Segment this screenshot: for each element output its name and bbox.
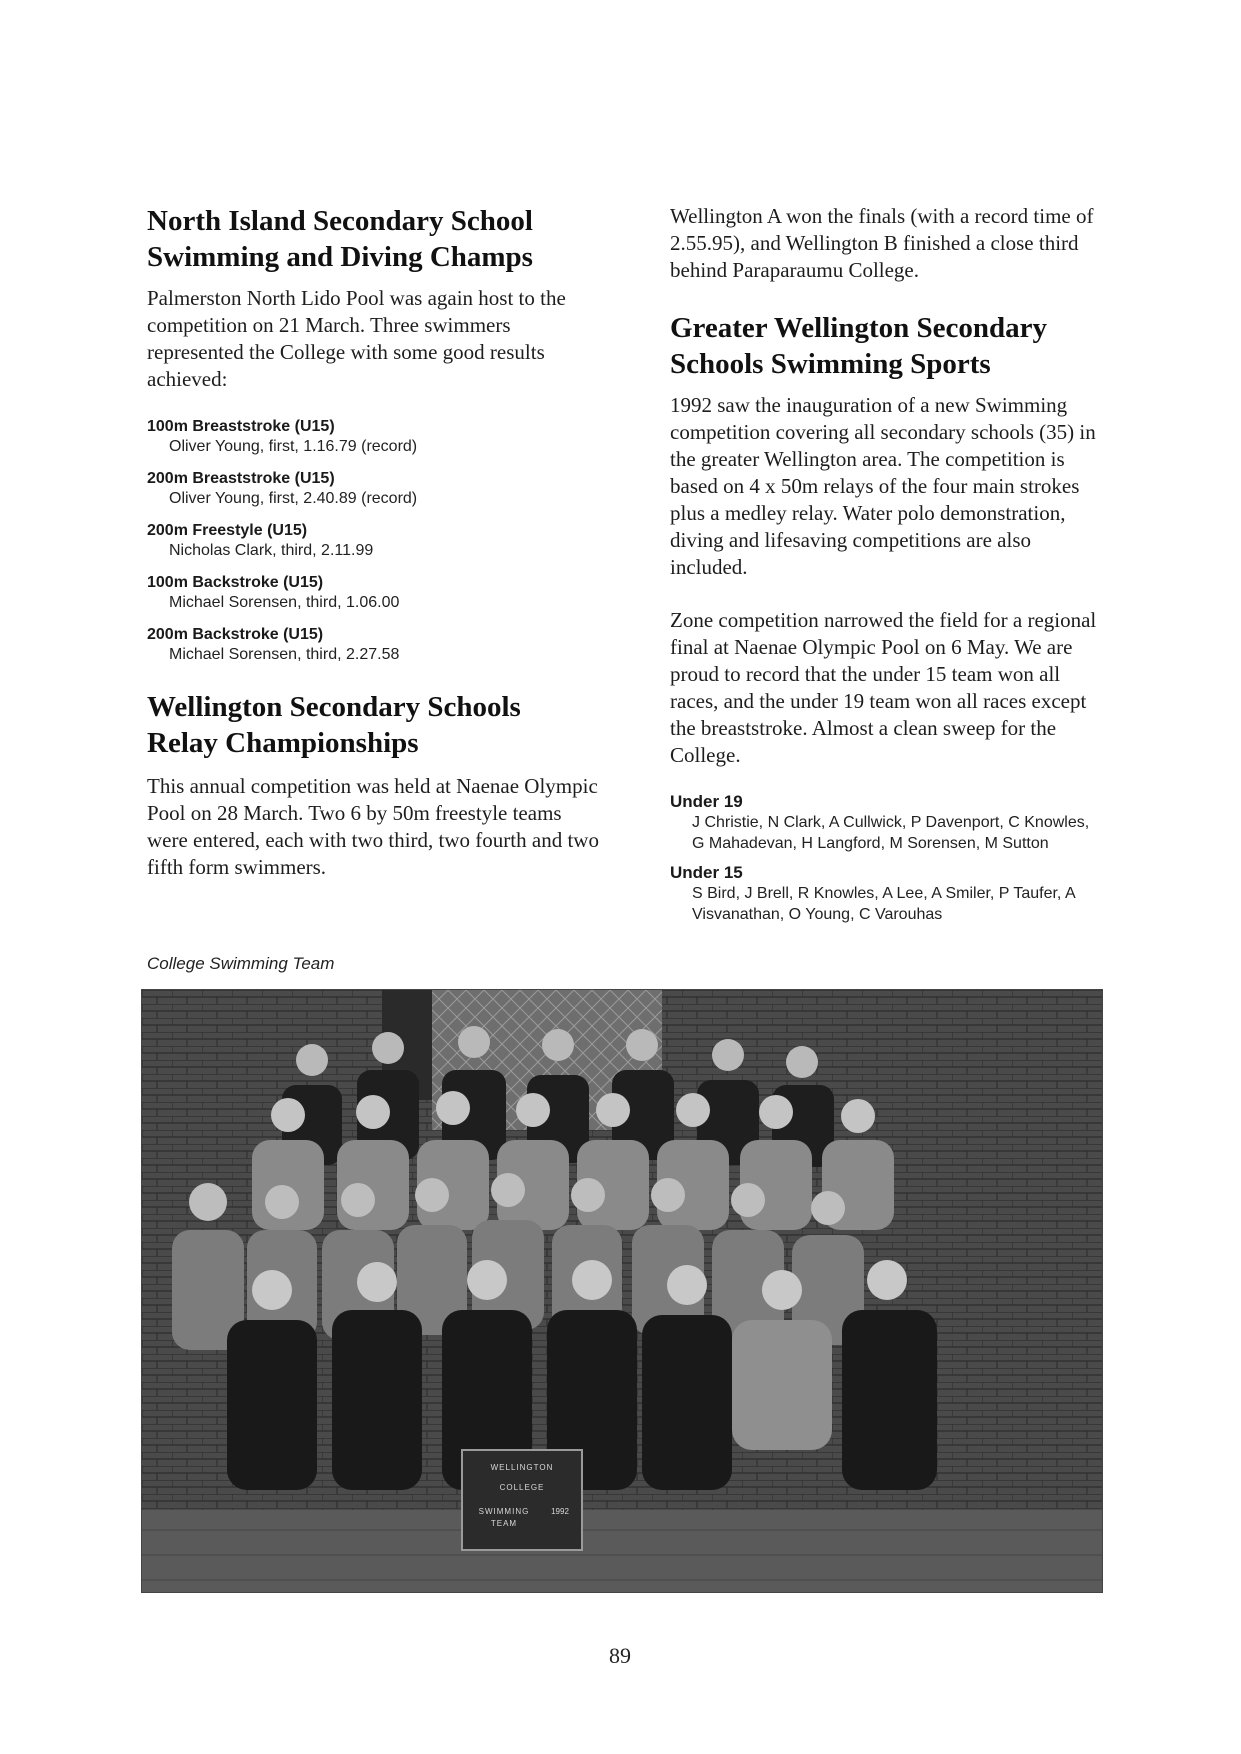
page-number: 89 bbox=[609, 1643, 631, 1668]
heading-line: Relay Championships bbox=[147, 727, 419, 759]
sign-text: COLLEGE bbox=[499, 1483, 545, 1492]
result-detail: Oliver Young, first, 1.16.79 (record) bbox=[169, 438, 418, 455]
result-item bbox=[147, 469, 602, 509]
sign-text: TEAM bbox=[490, 1519, 518, 1528]
heading-line: Wellington Secondary Schools bbox=[147, 691, 521, 723]
relay-continued-text: Wellington A won the finals (with a record time of 2.55.95), and Wellington B finished a close third behind Paraparaumu College. bbox=[670, 204, 1094, 282]
heading-line: North Island Secondary School bbox=[147, 205, 533, 237]
result-item bbox=[147, 573, 602, 613]
left-column bbox=[147, 203, 602, 881]
result-item bbox=[147, 417, 602, 457]
result-event: 100m Backstroke (U15) bbox=[147, 574, 324, 591]
heading-line: Greater Wellington Secondary bbox=[670, 312, 1047, 344]
heading-line: Swimming and Diving Champs bbox=[147, 241, 533, 273]
result-event: 200m Breaststroke (U15) bbox=[147, 470, 335, 487]
team-names: J Christie, N Clark, A Cullwick, P Davenport, C Knowles, G Mahadevan, H Langford, M Sorensen, M Sutton bbox=[692, 814, 1090, 852]
team-names: S Bird, J Brell, R Knowles, A Lee, A Smiler, P Taufer, A Visvanathan, O Young, C Varouhas bbox=[692, 885, 1075, 923]
north-island-intro: Palmerston North Lido Pool was again host to the competition on 21 March. Three swimmers represented the College with some good results achieved: bbox=[147, 286, 566, 391]
result-item bbox=[147, 625, 602, 665]
section-heading-relay bbox=[147, 689, 602, 761]
result-event: 200m Backstroke (U15) bbox=[147, 626, 324, 643]
results-list bbox=[147, 417, 602, 665]
result-detail: Michael Sorensen, third, 2.27.58 bbox=[169, 646, 400, 663]
team-under-15 bbox=[670, 862, 1100, 925]
team-group-label: Under 19 bbox=[670, 792, 743, 811]
photo-caption: College Swimming Team bbox=[147, 954, 335, 973]
heading-line: Schools Swimming Sports bbox=[670, 348, 991, 380]
swimming-sports-para2: Zone competition narrowed the field for a regional final at Naenae Olympic Pool on 6 May. We are proud to record that the under 15 team won all races, and the under 19 team won all races except the breaststroke. Almost a clean sweep for the College. bbox=[670, 608, 1097, 767]
team-group-label: Under 15 bbox=[670, 863, 743, 882]
result-detail: Oliver Young, first, 2.40.89 (record) bbox=[169, 490, 418, 507]
right-column bbox=[670, 203, 1100, 925]
team-under-19 bbox=[670, 791, 1100, 854]
result-detail: Michael Sorensen, third, 1.06.00 bbox=[169, 594, 400, 611]
result-item bbox=[147, 521, 602, 561]
team-photo bbox=[141, 989, 1103, 1593]
team-photo-image bbox=[142, 990, 1102, 1592]
result-event: 200m Freestyle (U15) bbox=[147, 522, 308, 539]
sign-year: 1992 bbox=[551, 1507, 569, 1516]
relay-text: This annual competition was held at Naenae Olympic Pool on 28 March. Two 6 by 50m freestyle teams were entered, each with two third, two fourth and two fifth form swimmers. bbox=[147, 774, 599, 879]
sign-text: SWIMMING bbox=[478, 1507, 530, 1516]
swimming-sports-para1: 1992 saw the inauguration of a new Swimming competition covering all secondary schools (35) in the greater Wellington area. The competition is based on 4 x 50m relays of the four main strokes plus a medley relay. Water polo demonstration, diving and lifesaving competitions are also included. bbox=[670, 393, 1096, 579]
sign-text: WELLINGTON bbox=[490, 1463, 554, 1472]
section-heading-north-island bbox=[147, 203, 602, 275]
section-heading-greater-wellington bbox=[670, 310, 1100, 382]
result-event: 100m Breaststroke (U15) bbox=[147, 418, 335, 435]
result-detail: Nicholas Clark, third, 2.11.99 bbox=[169, 542, 374, 559]
wellington-college-sign bbox=[462, 1450, 582, 1550]
